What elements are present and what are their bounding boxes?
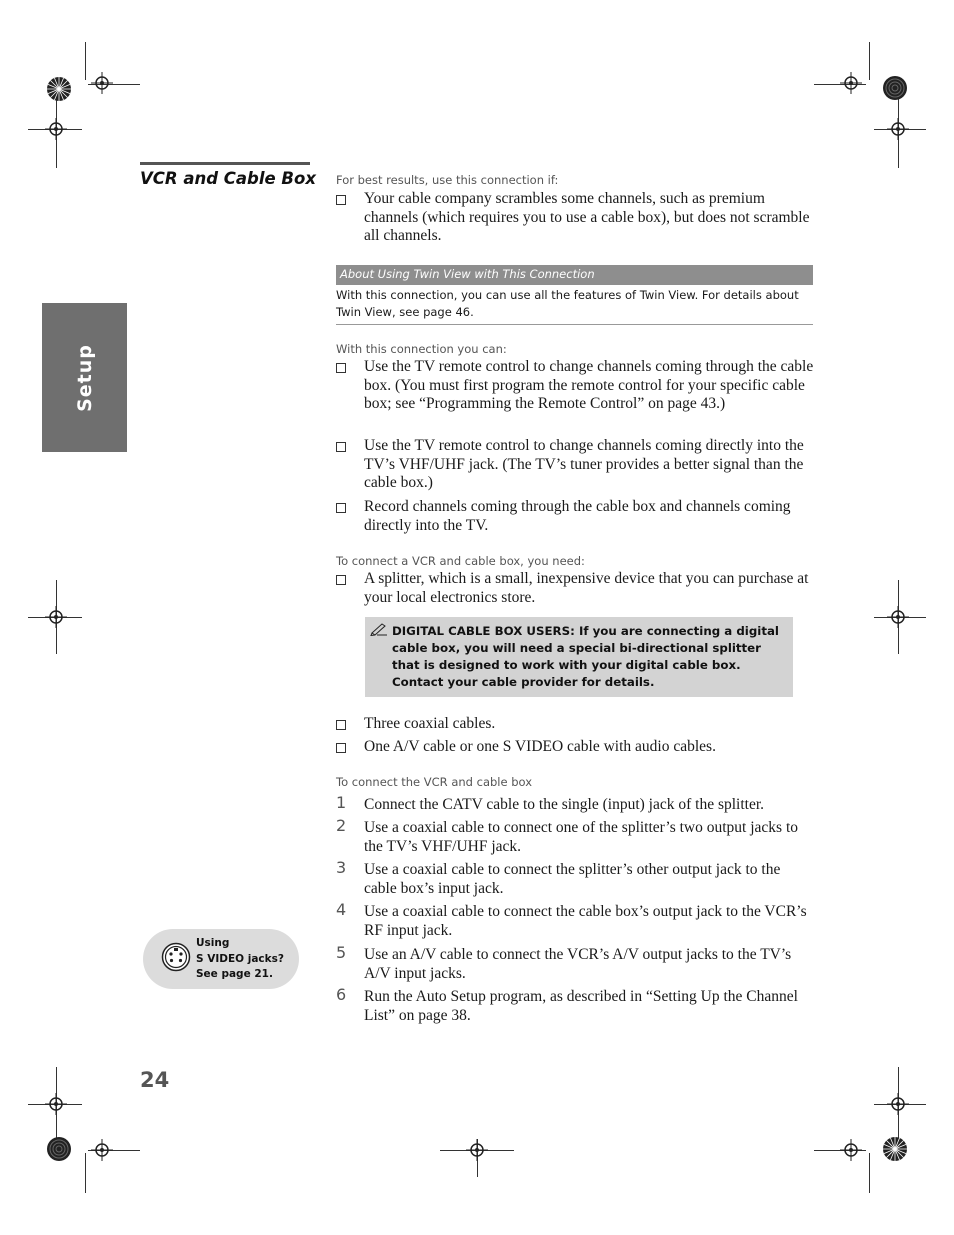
side-tab-setup — [42, 303, 127, 452]
crosshair-icon — [887, 1093, 909, 1115]
list-item: Record channels coming through the cable box and channels coming directly into the TV. — [336, 498, 814, 535]
checkbox-bullet-icon — [336, 575, 346, 585]
checkbox-bullet-icon — [336, 442, 346, 452]
list-item: A splitter, which is a small, inexpensive device that you can purchase at your local electronics store. — [336, 570, 814, 607]
crosshair-icon — [45, 118, 67, 140]
subhead-can-do: With this connection you can: — [336, 342, 507, 356]
registration-target-icon — [881, 1135, 909, 1163]
note-box — [365, 617, 793, 697]
crosshair-icon — [466, 1139, 488, 1161]
note-text: DIGITAL CABLE BOX USERS: If you are connecting a digital cable box, you will need a special bi-directional splitter that is designed to work with your digital cable box. Contact your cable provider for details. — [392, 624, 779, 689]
registration-target-icon — [45, 1135, 73, 1163]
registration-target-icon — [45, 75, 73, 103]
list-item: One A/V cable or one S VIDEO cable with audio cables. — [336, 738, 814, 757]
crosshair-icon — [45, 1093, 67, 1115]
step-number: 4 — [336, 900, 347, 919]
step-number: 5 — [336, 943, 347, 962]
crosshair-icon — [887, 606, 909, 628]
s-video-jack-icon — [161, 942, 191, 972]
checkbox-bullet-icon — [336, 720, 346, 730]
twin-view-header — [336, 265, 813, 285]
registration-target-icon — [881, 74, 909, 102]
pencil-note-icon — [370, 622, 388, 636]
twin-view-header-label: About Using Twin View with This Connection — [340, 267, 595, 281]
page-number: 24 — [140, 1068, 170, 1092]
step-item: 6 Run the Auto Setup program, as described in “Setting Up the Channel List” on page 38. — [336, 985, 798, 1024]
step-item: 4 Use a coaxial cable to connect the cable box’s output jack to the VCR’s RF input jack. — [336, 900, 807, 939]
step-item: 3 Use a coaxial cable to connect the splitter’s other output jack to the cable box’s input jack. — [336, 858, 781, 897]
checkbox-bullet-icon — [336, 363, 346, 373]
checkbox-bullet-icon — [336, 743, 346, 753]
subhead-best-results: For best results, use this connection if: — [336, 173, 559, 187]
side-tab-label: Setup — [73, 343, 96, 412]
title-rule — [140, 162, 310, 165]
subhead-connect: To connect the VCR and cable box — [336, 775, 533, 789]
crosshair-icon — [91, 1139, 113, 1161]
checkbox-bullet-icon — [336, 195, 346, 205]
tip-bubble — [143, 929, 299, 989]
crosshair-icon — [887, 118, 909, 140]
section-title: VCR and Cable Box — [140, 169, 316, 188]
crosshair-icon — [45, 606, 67, 628]
step-item: 2 Use a coaxial cable to connect one of the splitter’s two output jacks to the TV’s VHF/UHF jack. — [336, 816, 799, 855]
checkbox-bullet-icon — [336, 503, 346, 513]
list-item: Use the TV remote control to change channels coming directly into the TV’s VHF/UHF jack. (The TV’s tuner provides a better signal than the cable box.) — [336, 437, 814, 493]
list-item: Use the TV remote control to change channels coming through the cable box. (You must first program the remote control for your specific cable box; see “Programming the Remote Control” on page 43.) — [336, 358, 814, 414]
step-number: 6 — [336, 985, 347, 1004]
crosshair-icon — [840, 1139, 862, 1161]
list-item: Your cable company scrambles some channels, such as premium channels (which requires you to use a cable box), but does not scramble all channels. — [336, 190, 814, 246]
step-number: 3 — [336, 858, 347, 877]
twin-view-body: With this connection, you can use all the features of Twin View. For details about Twin View, see page 46. — [336, 288, 799, 319]
crosshair-icon — [840, 72, 862, 94]
crosshair-icon — [91, 72, 113, 94]
step-number: 1 — [336, 793, 347, 812]
tip-text: Using S VIDEO jacks? See page 21. — [196, 937, 284, 980]
step-item: 5 Use an A/V cable to connect the VCR’s A/V output jacks to the TV’s A/V input jacks. — [336, 943, 792, 982]
subhead-need: To connect a VCR and cable box, you need: — [336, 554, 585, 568]
step-number: 2 — [336, 816, 347, 835]
step-item: 1 Connect the CATV cable to the single (input) jack of the splitter. — [336, 793, 765, 813]
divider — [336, 324, 813, 325]
list-item: Three coaxial cables. — [336, 715, 814, 734]
